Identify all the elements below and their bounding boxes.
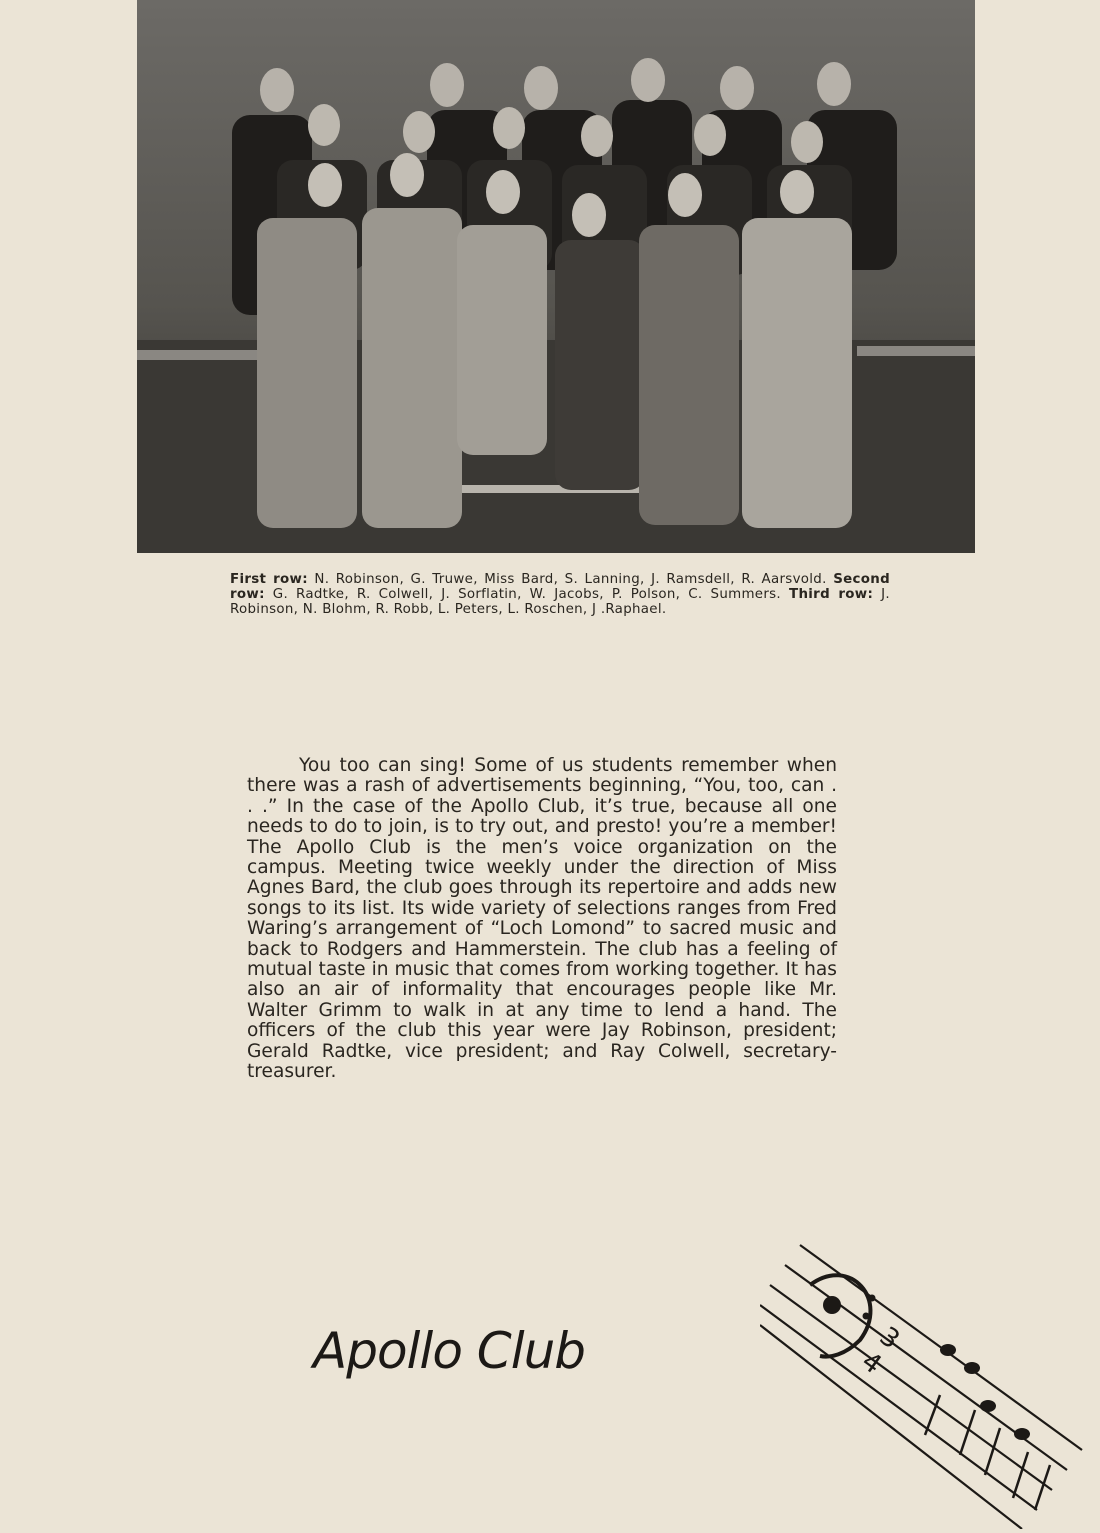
article-paragraph: You too can sing! Some of us students remember when there was a rash of advertisements beginning, “You, too, can . . .” In the case of the Apollo Club, it’s true, because all one needs to do to join, is to try out, and presto! you’re a member! The Apollo Club is the men’s voice organization on the campus. Meeting twice weekly under the direction of Miss Agnes Bard, the club goes through its repertoire and adds new songs to its list. Its wide variety of selections ranges from Fred Waring’s arrangement of “Loch Lomond” to sacred music and back to Rodgers and Hammerstein. The club has a feeling of mutual taste in music that comes from working together. It has also an air of informality that encourages people like Mr. Walter Grimm to walk in at any time to lend a hand. The officers of the club this year were Jay Robinson, president; Gerald Radtke, vice president; and Ray Colwell, secretary-treasurer.	[247, 755, 837, 1083]
caption-row2-label: Second row:	[230, 572, 890, 602]
caption-row3-label: Third row:	[789, 587, 874, 602]
caption-row1-names: N. Robinson, G. Truwe, Miss Bard, S. Lanning, J. Ramsdell, R. Aarsvold.	[307, 572, 834, 587]
svg-text:4: 4	[855, 1346, 887, 1381]
photo-caption	[230, 572, 890, 617]
caption-row1-label: First row:	[230, 572, 308, 587]
group-photo	[137, 0, 975, 553]
page-title: Apollo Club	[313, 1322, 586, 1380]
caption-row3-names: J. Robinson, N. Blohm, R. Robb, L. Peters, L. Roschen, J .Raphael.	[230, 587, 890, 617]
article-body	[247, 756, 837, 1083]
bass-clef-staff-icon	[760, 1230, 1100, 1529]
caption-row2-names: G. Radtke, R. Colwell, J. Sorflatin, W. Jacobs, P. Polson, C. Summers.	[264, 587, 790, 602]
svg-text:3: 3	[873, 1321, 905, 1356]
